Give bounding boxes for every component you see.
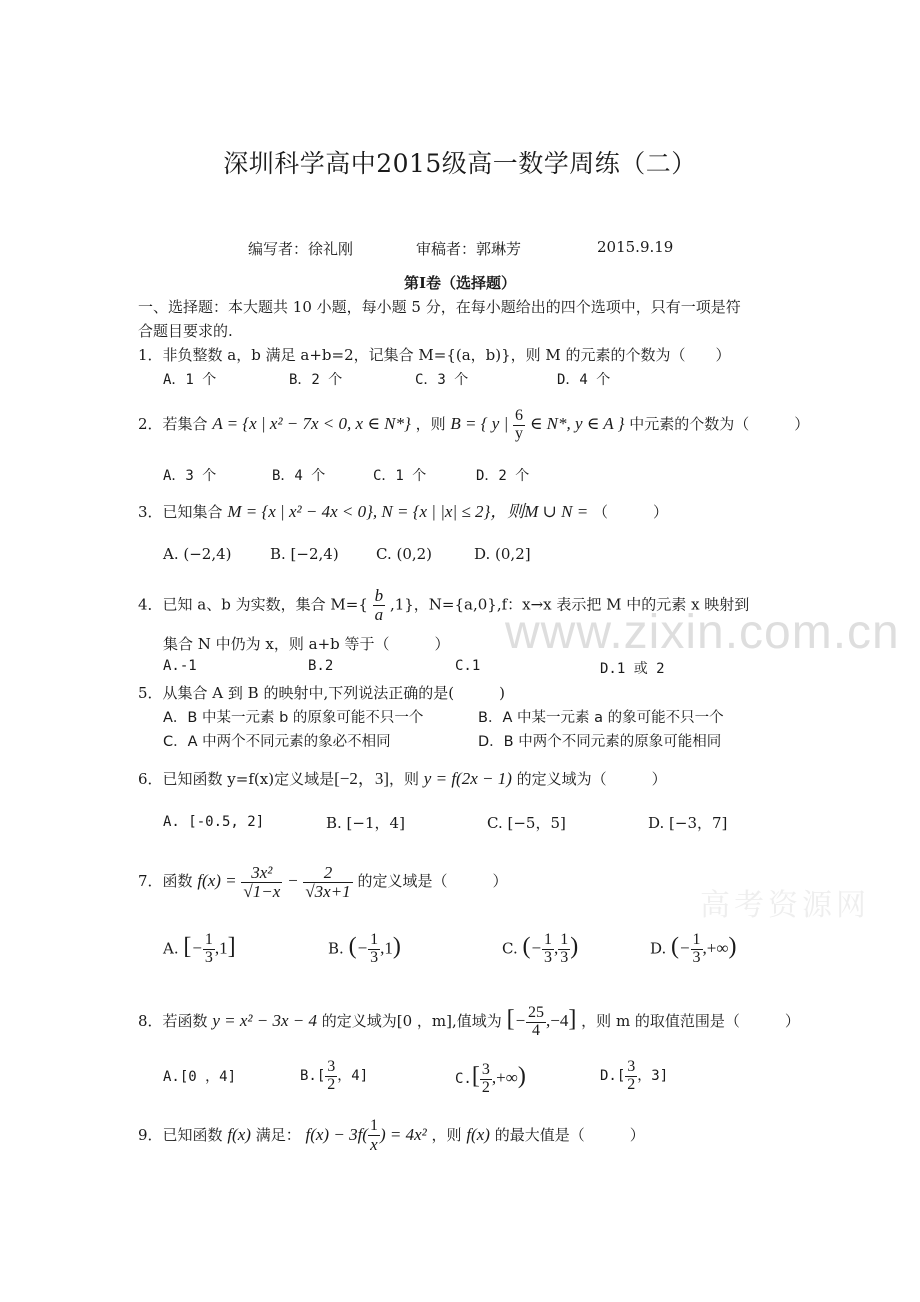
q4-option-b[interactable]: B.2 bbox=[308, 658, 334, 674]
q6-interval: [−2，3] bbox=[334, 769, 389, 788]
q6-expr: y = f(2x − 1) bbox=[423, 769, 512, 788]
q9-suffix: 的最大值是（ ） bbox=[494, 1126, 645, 1144]
q7-option-c[interactable]: C. (− $\frac{1}{3}$ , $\frac{1}{3}$ ) bbox=[502, 931, 579, 966]
q6-option-b[interactable]: B. [−1，4] bbox=[326, 814, 405, 832]
q2-option-c[interactable]: C．1 个 bbox=[373, 468, 427, 484]
q6-stem-b: ，则 bbox=[389, 770, 420, 788]
q3-prefix: 3．已知集合 bbox=[138, 503, 223, 521]
watermark-secondary: 高考资源网 bbox=[700, 888, 870, 923]
q5-option-c[interactable]: C．A 中两个不同元素的象必不相同 bbox=[163, 734, 391, 750]
q4-line1-a: 4．已知 a、b 为实数，集合 M={ bbox=[138, 595, 368, 614]
question-4-line1 bbox=[138, 587, 749, 624]
section-instructions-line2: 合题目要求的. bbox=[138, 322, 233, 340]
q7-fx: f(x) = bbox=[197, 871, 237, 890]
question-1-stem: 1．非负整数 a，b 满足 a+b=2，记集合 M={(a，b)}，则 M 的元素的个数为（ ） bbox=[138, 346, 731, 364]
q7-suffix: 的定义域是（ ） bbox=[357, 872, 508, 890]
q7-minus: − bbox=[287, 871, 299, 890]
page-title: 深圳科学高中2015级高一数学周练（二） bbox=[223, 149, 697, 178]
q4-fraction: $\frac{b}{a}$ bbox=[374, 586, 384, 624]
q7-fraction-2: $\frac{2}{√3x+1}$ bbox=[305, 862, 351, 901]
q3-option-c[interactable]: C. (0,2) bbox=[376, 545, 433, 563]
q3-option-b[interactable]: B. [−2,4) bbox=[270, 545, 339, 563]
q1-option-d[interactable]: D．4 个 bbox=[557, 372, 611, 388]
q7-fraction-1: $\frac{\text{3x²}}{√1-x}$ bbox=[243, 862, 281, 901]
q6-option-a[interactable]: A. [-0.5, 2] bbox=[163, 814, 265, 830]
q2-suffix: 中元素的个数为（ ） bbox=[629, 415, 810, 433]
date: 2015.9.19 bbox=[597, 238, 674, 256]
q3-suffix: （ ） bbox=[593, 503, 669, 521]
q6-stem-c: 的定义域为（ ） bbox=[516, 770, 667, 788]
q8-option-d[interactable]: D.[ $\frac{3}{2}$ ，3] bbox=[600, 1057, 669, 1093]
q5-option-b[interactable]: B．A 中某一元素 a 的象可能不只一个 bbox=[478, 710, 724, 726]
q9-mid2: ，则 bbox=[431, 1126, 462, 1144]
q6-option-d[interactable]: D. [−3，7] bbox=[648, 814, 728, 832]
q8-range-bracket-right: ] bbox=[568, 1006, 577, 1032]
q2-set-b-right: ∈ N*, y ∈ A } bbox=[529, 414, 625, 433]
q6-stem-a: 6．已知函数 y=f(x)定义域是 bbox=[138, 770, 335, 788]
q8-prefix: 8．若函数 bbox=[138, 1012, 208, 1030]
q2-prefix: 2．若集合 bbox=[138, 415, 208, 433]
author: 编写者：徐礼刚 bbox=[248, 240, 354, 258]
q7-prefix: 7．函数 bbox=[138, 872, 193, 890]
q8-expr: y = x² − 3x − 4 bbox=[212, 1011, 317, 1030]
q1-option-b[interactable]: B．2 个 bbox=[289, 372, 343, 388]
q4-option-c[interactable]: C.1 bbox=[455, 658, 481, 674]
q2-option-b[interactable]: B．4 个 bbox=[272, 468, 326, 484]
q9-eq-b: ) = 4x² bbox=[379, 1125, 427, 1144]
q2-fraction: $\frac{6}{y}$ bbox=[515, 406, 524, 442]
question-4-line2: 集合 N 中仍为 x，则 a+b 等于（ ） bbox=[163, 635, 450, 653]
question-3-stem bbox=[138, 497, 668, 522]
q5-option-d[interactable]: D．B 中两个不同元素的原象可能相同 bbox=[478, 734, 722, 750]
reviewer: 审稿者：郭琳芳 bbox=[416, 240, 522, 258]
q3-option-d[interactable]: D. (0,2] bbox=[474, 545, 531, 563]
q3-expr: M = {x | x² − 4x < 0}, N = {x | |x| ≤ 2}，则M ∪ N = bbox=[227, 502, 589, 521]
q2-mid: ，则 bbox=[415, 415, 446, 433]
q4-option-a[interactable]: A.-1 bbox=[163, 658, 197, 674]
q6-option-c[interactable]: C. [−5，5] bbox=[487, 814, 566, 832]
q7-option-a[interactable]: A. [− $\frac{1}{3}$ ,1] bbox=[163, 931, 236, 966]
part-title: 第Ⅰ卷（选择题） bbox=[403, 274, 517, 292]
q4-line1-b: ,1}，N={a,0},f：x→x 表示把 M 中的元素 x 映射到 bbox=[389, 595, 750, 614]
q7-option-b[interactable]: B. (− $\frac{1}{3}$ ,1) bbox=[328, 931, 401, 966]
question-9-stem bbox=[138, 1115, 645, 1155]
q8-option-c[interactable]: C.[ $\frac{3}{2}$ ,+∞) bbox=[455, 1060, 526, 1096]
q9-fx2: f(x) bbox=[466, 1125, 490, 1144]
q8-option-a[interactable]: A.[0 ，4] bbox=[163, 1069, 237, 1085]
question-5-stem: 5．从集合 A 到 B 的映射中,下列说法正确的是( ) bbox=[138, 684, 505, 702]
q2-option-a[interactable]: A．3 个 bbox=[163, 468, 217, 484]
q9-mid: 满足： bbox=[255, 1126, 301, 1144]
question-8-stem: 8．若函数 y = x² − 3x − 4 的定义域为[0 ，m],值域为 [− $\frac{25}{4}$ ,−4] ，则 m 的取值范围是（ ） bbox=[138, 1003, 800, 1039]
q7-option-d[interactable]: D. (− $\frac{1}{3}$ ,+∞) bbox=[650, 931, 737, 966]
q2-set-b-left: B = { y | bbox=[450, 414, 509, 433]
q5-option-a[interactable]: A．B 中某一元素 b 的原象可能不只一个 bbox=[163, 710, 424, 726]
q1-option-c[interactable]: C．3 个 bbox=[415, 372, 469, 388]
q9-eq-a: f(x) − 3f( bbox=[305, 1125, 368, 1144]
q1-option-a[interactable]: A．1 个 bbox=[163, 372, 217, 388]
q9-prefix: 9．已知函数 bbox=[138, 1126, 223, 1144]
q3-option-a[interactable]: A. (−2,4) bbox=[163, 545, 232, 563]
q8-option-b[interactable]: B.[ $\frac{3}{2}$ ，4] bbox=[300, 1057, 369, 1093]
question-2-stem bbox=[138, 406, 809, 442]
q8-range-bracket-left: [ bbox=[506, 1006, 515, 1032]
q9-fx: f(x) bbox=[227, 1125, 251, 1144]
q2-option-d[interactable]: D．2 个 bbox=[476, 468, 530, 484]
q2-set-a: A = {x | x² − 7x < 0, x ∈ N*} bbox=[212, 414, 411, 433]
question-7-stem bbox=[138, 858, 507, 904]
q8-range-fraction: $\frac{25}{4}$ bbox=[528, 1003, 545, 1039]
section-instructions-line1: 一、选择题：本大题共 10 小题，每小题 5 分，在每小题给出的四个选项中，只有一项是符 bbox=[138, 298, 741, 316]
q8-mid: 的定义域为[0 ，m],值域为 bbox=[321, 1012, 502, 1030]
watermark: www.zixin.com.cn bbox=[505, 606, 900, 659]
q4-option-d[interactable]: D.1 或 2 bbox=[600, 661, 665, 677]
question-6-stem bbox=[138, 764, 667, 789]
q8-suffix: ，则 m 的取值范围是（ ） bbox=[581, 1012, 800, 1030]
q9-fraction: $\frac{1}{x}$ bbox=[369, 1117, 378, 1154]
